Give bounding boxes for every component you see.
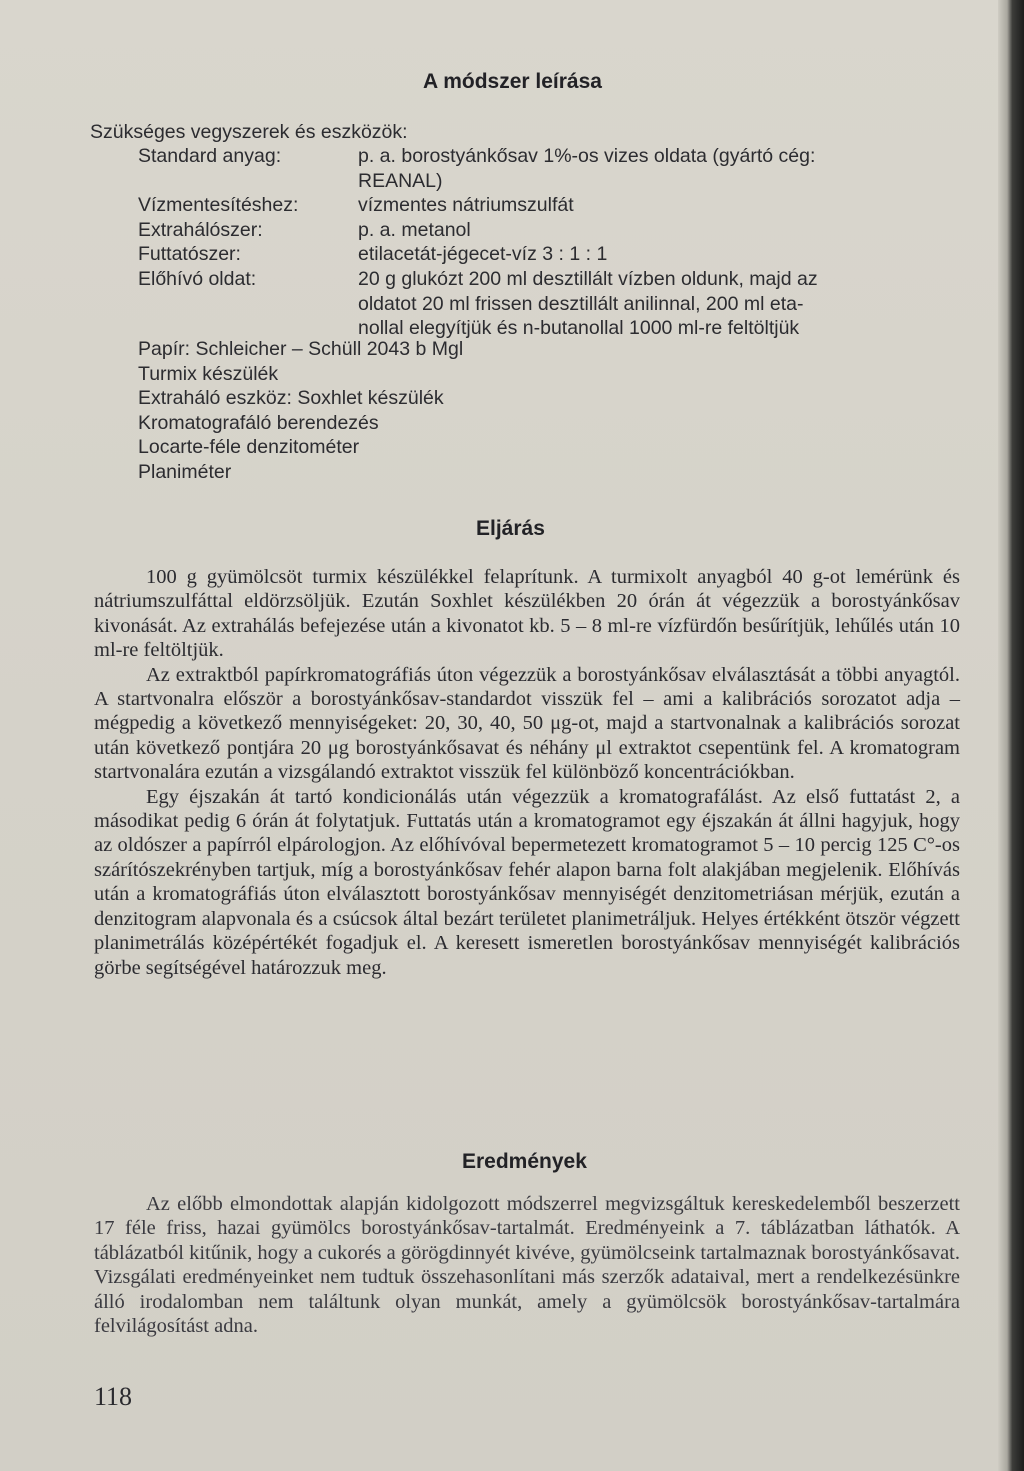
material-label: Standard anyag: <box>138 145 282 167</box>
page-number: 118 <box>94 1382 133 1411</box>
material-value-line: etilacetát-jégecet-víz 3 : 1 : 1 <box>358 243 608 266</box>
material-value-line: 20 g glukózt 200 ml desztillált vízben oldunk, majd az <box>358 267 818 290</box>
material-value <box>358 193 968 218</box>
material-value-line: vízmentes nátriumszulfát <box>358 194 574 217</box>
equipment-item: Turmix készülék <box>138 362 279 385</box>
material-value-line: p. a. borostyánkősav 1%-os vizes oldata (gyártó cég: <box>358 145 816 167</box>
procedure-text <box>94 565 960 980</box>
equipment-item: Locarte-féle denzitométer <box>138 436 360 459</box>
section-heading-results: Eredmények <box>462 1150 587 1173</box>
material-value <box>358 242 968 267</box>
material-label: Vízmentesítéshez: <box>138 194 299 217</box>
material-value <box>358 218 968 243</box>
material-row <box>138 144 968 193</box>
equipment-item: Papír: Schleicher – Schüll 2043 b Mgl <box>138 338 464 360</box>
material-value-line: p. a. metanol <box>358 218 471 241</box>
material-value-line: oldatot 20 ml frissen desztillált anilinnal, 200 ml eta- <box>358 292 804 315</box>
materials-list <box>138 144 968 341</box>
equipment-item: Planiméter <box>138 460 232 483</box>
paragraph: 100 g gyümölcsöt turmix készülékkel felaprítunk. A turmixolt anyagból 40 g-ot lemérünk és nátriumszulfáttal eldörzsöljük. Ezután Soxhlet készülékben 20 órán át végezzük a borostyánkősav kivonását. Az extrahálás befejezése után a kivonatot kb. 5 – 8 ml-re vízfürdőn besűrítjük, lehűlés után 10 ml-re feltöltjük. <box>94 566 960 662</box>
material-value <box>358 144 968 193</box>
material-value-line: nollal elegyítjük és n-butanollal 1000 ml-re feltöltjük <box>358 317 800 340</box>
paragraph: Az előbb elmondottak alapján kidolgozott módszerrel megvizsgáltuk kereskedelemből beszerzett 17 féle friss, hazai gyümölcs borostyánkősav-tartalmát. Eredményeink a 7. táblázatban láthatók. A táblázatból kitűnik, hogy a cukorés a görögdinnyét kivéve, gyümölcseink tartalmaznak borostyánkősavat. Vizsgálati eredményeinket nem tudtuk összehasonlítani más szerzők adataival, mert a rendelkezésünkre álló irodalomban nem találtunk olyan munkát, amely a gyümölcsök borostyánkősav-tartalmára felvilágosítást adna. <box>94 1193 960 1338</box>
book-spine-shadow <box>998 0 1024 1471</box>
equipment-list <box>138 337 463 485</box>
paragraph: Az extraktból papírkromatográfiás úton végezzük a borostyánkősav elválasztását a többi anyagtól. A startvonalra először a borostyánkősav-standardot visszük fel – ami a kalibrációs sorozatot adja – mégpedig a következő mennyiségeket: 20, 30, 40, 50 μg-ot, majd a startvonalnak a kalibrációs sorozat után következő pontjára 20 μg borostyánkősavat és néhány μl extraktot csepentünk fel. A kromatogram startvonalára ezután a vizsgálandó extraktot visszük fel különböző koncentrációkban. <box>94 663 960 784</box>
material-label: Extrahálószer: <box>138 218 263 241</box>
material-row <box>138 218 968 243</box>
equipment-item: Kromatografáló berendezés <box>138 411 379 434</box>
materials-intro: Szükséges vegyszerek és eszközök: <box>90 121 408 143</box>
material-value-line: REANAL) <box>358 169 443 192</box>
material-row <box>138 267 968 341</box>
section-heading-procedure: Eljárás <box>476 517 545 540</box>
results-text <box>94 1192 960 1338</box>
material-value <box>358 267 968 341</box>
material-row <box>138 193 968 218</box>
material-label: Futtatószer: <box>138 243 241 266</box>
section-heading-method: A módszer leírása <box>423 70 602 93</box>
paragraph: Egy éjszakán át tartó kondicionálás után végezzük a kromatografálást. Az első futtatást 2, a másodikat pedig 6 órán át folytatjuk. Futtatás után a kromatogramot egy éjszakán át állni hagyjuk, hogy az oldószer a papírról elpárologjon. Az előhívóval bepermetezett kromatogramot 5 – 10 percig 125 C°-os szárítószekrényben tartjuk, míg a borostyánkősav fehér alapon barna folt alakjában megjelenik. Előhívás után a kromatográfiás úton elválasztott borostyánkősav mennyiségét denzitometriásan mérjük, ezután a denzitogram alapvonala és a csúcsok által bezárt területet planimetráljuk. Helyes értékként ötször végzett planimetrálás középértékét fogadjuk el. A keresett ismeretlen borostyánkősav mennyiségét kalibrációs görbe segítségével határozzuk meg. <box>94 785 960 979</box>
material-label: Előhívó oldat: <box>138 267 257 290</box>
equipment-item: Extraháló eszköz: Soxhlet készülék <box>138 387 444 410</box>
material-row <box>138 242 968 267</box>
